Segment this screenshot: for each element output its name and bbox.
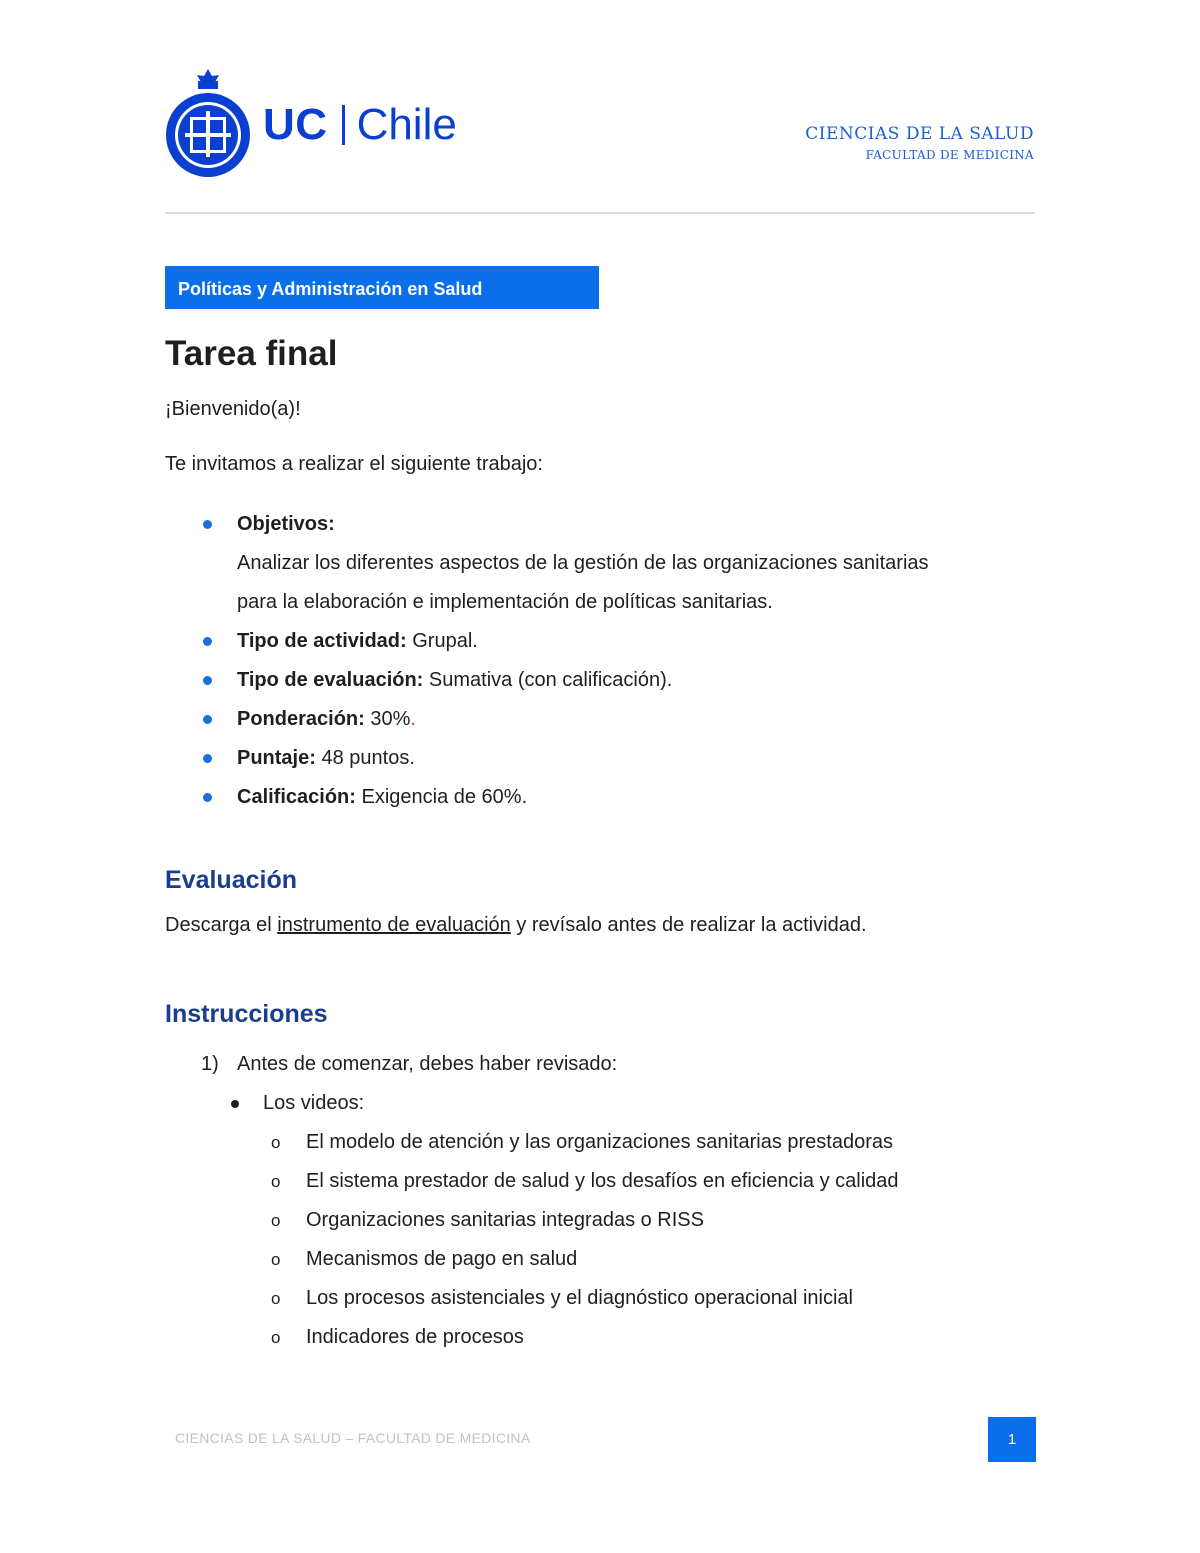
footer-text: CIENCIAS DE LA SALUD – FACULTAD DE MEDICINA [175,1430,531,1446]
university-seal-icon [165,67,251,183]
faculty-label [805,124,1034,162]
objetivos-line-2: para la elaboración e implementación de políticas sanitarias. [237,591,773,613]
bullet-icon [203,676,212,685]
ponderacion-period: . [410,708,416,730]
video-list-item [165,1123,1045,1162]
puntaje-value: 48 puntos. [315,747,415,769]
objetivos-line-1: Analizar los diferentes aspectos de la gestión de las organizaciones sanitarias [237,552,929,574]
video-title: Indicadores de procesos [306,1326,524,1348]
page-number: 1 [988,1417,1036,1462]
video-title: El modelo de atención y las organizaciones sanitarias prestadoras [306,1131,894,1153]
calificacion-value: Exigencia de 60%. [355,786,528,808]
ponderacion-label: Ponderación: [237,708,365,730]
page-title: Tarea final [165,334,338,373]
ponderacion-value: 30% [364,708,411,730]
tipo-evaluacion-value: Sumativa (con calificación). [423,669,673,691]
step-item [165,1045,1045,1084]
calificacion-label: Calificación: [237,786,356,808]
video-list-item [165,1162,1045,1201]
list-item-tipo-actividad [165,622,1045,661]
course-banner: Políticas y Administración en Salud [165,266,599,309]
videos-label: Los videos: [263,1092,365,1114]
instrucciones-heading: Instrucciones [165,1000,328,1028]
video-title: Mecanismos de pago en salud [306,1248,578,1270]
video-list-item [165,1240,1045,1279]
welcome-text: ¡Bienvenido(a)! [165,398,301,420]
circle-bullet-icon: o [271,1172,281,1191]
list-item-tipo-evaluacion [165,661,1045,700]
logo-wordmark [263,100,457,149]
uc-chile-logo [165,66,465,184]
video-list-item [165,1318,1045,1357]
video-title: Organizaciones sanitarias integradas o RISS [306,1209,704,1231]
video-list-item [165,1279,1045,1318]
list-item-calificacion [165,778,1045,817]
list-item-objetivos [165,505,1045,622]
logo-divider [342,105,345,145]
circle-bullet-icon: o [271,1133,281,1152]
bullet-icon [231,1100,239,1108]
bullet-icon [203,754,212,763]
circle-bullet-icon: o [271,1289,281,1308]
bullet-icon [203,520,212,529]
circle-bullet-icon: o [271,1211,281,1230]
instrumento-evaluacion-link[interactable]: instrumento de evaluación [277,914,511,936]
bullet-icon [203,793,212,802]
bullet-icon [203,637,212,646]
list-item-puntaje [165,739,1045,778]
instructions-list [165,1045,1045,1357]
video-title: El sistema prestador de salud y los desafíos en eficiencia y calidad [306,1170,899,1192]
tipo-evaluacion-label: Tipo de evaluación: [237,669,424,691]
tipo-actividad-label: Tipo de actividad: [237,630,407,652]
faculty-line-2: FACULTAD DE MEDICINA [865,148,1034,162]
list-item-ponderacion [165,700,1045,739]
evaluacion-text-before: Descarga el [165,914,278,936]
bullet-icon [203,715,212,724]
evaluacion-text-after: y revísalo antes de realizar la actividad. [510,914,867,936]
header-divider [165,212,1035,214]
video-title: Los procesos asistenciales y el diagnóstico operacional inicial [306,1287,853,1309]
evaluacion-heading: Evaluación [165,866,297,894]
logo-chile-text: Chile [356,100,457,149]
puntaje-label: Puntaje: [237,747,316,769]
step-text: Antes de comenzar, debes haber revisado: [237,1053,618,1075]
videos-item [165,1084,1045,1123]
faculty-line-1: CIENCIAS DE LA SALUD [805,124,1034,144]
invite-text: Te invitamos a realizar el siguiente trabajo: [165,453,543,475]
objetivos-label: Objetivos: [237,513,335,535]
tipo-actividad-value: Grupal. [406,630,478,652]
step-number: 1) [201,1053,219,1075]
circle-bullet-icon: o [271,1328,281,1347]
activity-details-list [165,505,1045,817]
video-list-item [165,1201,1045,1240]
logo-uc-text: UC [263,100,328,149]
circle-bullet-icon: o [271,1250,281,1269]
evaluacion-text [165,914,867,937]
